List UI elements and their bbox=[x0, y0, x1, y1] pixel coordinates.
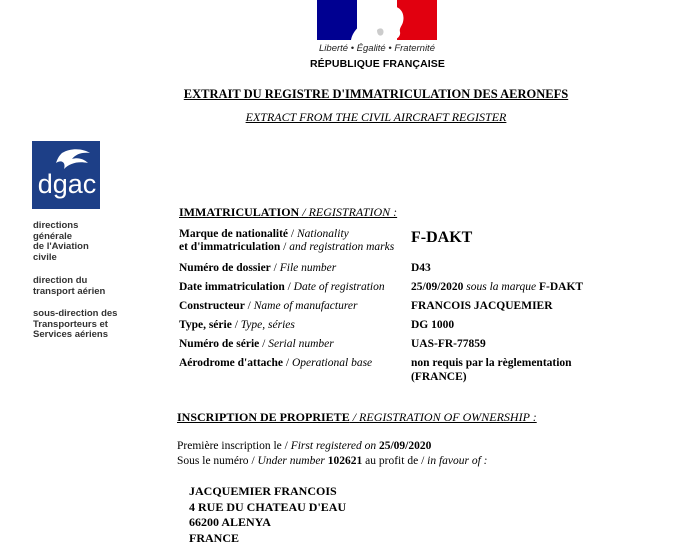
manufacturer-value: FRANCOIS JACQUEMIER bbox=[411, 300, 553, 312]
republic-name: RÉPUBLIQUE FRANÇAISE bbox=[310, 58, 446, 70]
section-title-en: REGISTRATION OF OWNERSHIP : bbox=[359, 410, 537, 424]
sidebar-block-dta bbox=[33, 276, 105, 297]
section-title-fr: INSCRIPTION DE PROPRIETE bbox=[177, 410, 350, 424]
type-value: DG 1000 bbox=[411, 319, 455, 331]
file-number-value: D43 bbox=[411, 262, 431, 274]
sidebar-line: directions bbox=[33, 220, 79, 231]
registration-section-title: IMMATRICULATION / REGISTRATION : bbox=[179, 205, 398, 219]
serial-number-value: UAS-FR-77859 bbox=[411, 338, 486, 350]
document-title-fr: EXTRAIT DU REGISTRE D'IMMATRICULATION DES AERONEFS bbox=[183, 87, 569, 101]
serial-number-label: Numéro de série / Serial number bbox=[179, 338, 334, 350]
sidebar-line: direction du bbox=[33, 275, 88, 286]
sidebar-block-dgac bbox=[33, 221, 89, 263]
ownership-section-title: INSCRIPTION DE PROPRIETE / REGISTRATION OF OWNERSHIP : bbox=[177, 410, 537, 424]
manufacturer-label: Constructeur / Name of manufacturer bbox=[179, 300, 358, 312]
document-title-en: EXTRACT FROM THE CIVIL AIRCRAFT REGISTER bbox=[245, 110, 507, 124]
first-registration-line: Première inscription le / First registered on 25/09/2020 bbox=[177, 440, 432, 452]
sidebar-line: générale bbox=[33, 230, 73, 242]
operational-base-value: non requis par la règlementation (FRANCE) bbox=[411, 357, 572, 383]
section-title-en: REGISTRATION : bbox=[308, 205, 398, 219]
registration-date-label: Date immatriculation / Date of registration bbox=[179, 281, 385, 293]
dgac-logo-text: dgac bbox=[37, 169, 97, 199]
sidebar-line: sous-direction des bbox=[33, 308, 118, 319]
type-label: Type, série / Type, séries bbox=[179, 319, 295, 331]
registration-mark-value: F-DAKT bbox=[411, 229, 473, 246]
operational-base-label: Aérodrome d'attache / Operational base bbox=[179, 357, 373, 369]
nationality-label: Marque de nationalité / Nationality et d'immatriculation / and registration marks bbox=[179, 228, 395, 253]
marianne-logo-icon bbox=[317, 0, 437, 40]
republic-motto: Liberté • Égalité • Fraternité bbox=[319, 43, 435, 54]
owner-line: 66200 ALENYA bbox=[189, 515, 271, 529]
sidebar-line: Transporteurs et bbox=[33, 318, 108, 330]
sidebar-line: transport aérien bbox=[33, 285, 106, 297]
sidebar-line: Services aériens bbox=[33, 329, 109, 340]
sidebar-block-subdirection bbox=[33, 309, 117, 341]
owner-address bbox=[189, 484, 346, 546]
section-title-fr: IMMATRICULATION bbox=[179, 205, 300, 219]
owner-line: FRANCE bbox=[189, 530, 239, 545]
sidebar-line: de l'Aviation bbox=[33, 241, 89, 252]
under-number-line: Sous le numéro / Under number 102621 au profit de / in favour of : bbox=[177, 455, 488, 467]
registration-date-value: 25/09/2020 sous la marque F-DAKT bbox=[411, 281, 584, 293]
owner-line: 4 RUE DU CHATEAU D'EAU bbox=[189, 499, 347, 514]
owner-line: JACQUEMIER FRANCOIS bbox=[189, 484, 337, 498]
sidebar-line: civile bbox=[33, 251, 57, 263]
flag-blue-band bbox=[317, 0, 357, 40]
file-number-label: Numéro de dossier / File number bbox=[179, 262, 337, 274]
dgac-logo bbox=[32, 141, 100, 209]
